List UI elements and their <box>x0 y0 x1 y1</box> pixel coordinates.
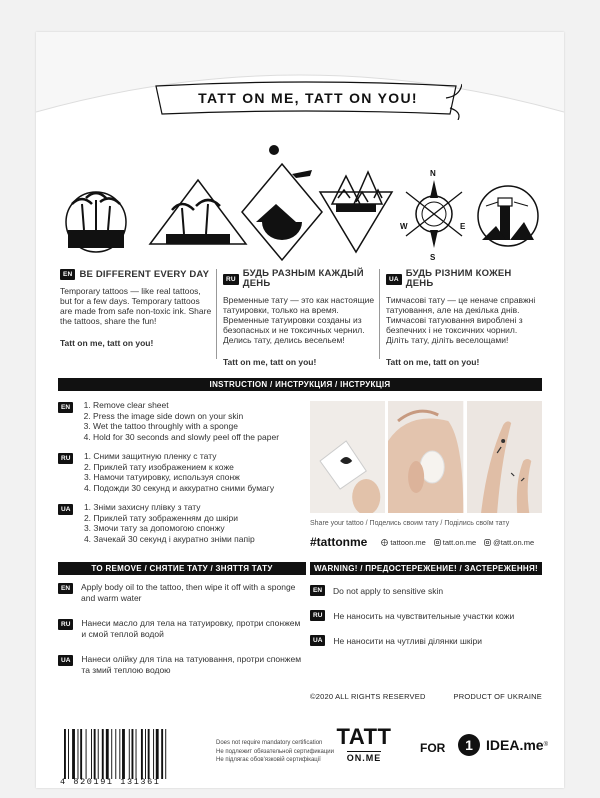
instruction-ua <box>58 502 308 544</box>
remove-ua: UA Нанеси олійку для тіла на татуювання, протри спонжем та змий теплою водою <box>58 654 306 676</box>
instruction-step: 2. Приклей тату изображением к коже <box>93 462 274 473</box>
banner-title: TATT ON ME, TATT ON YOU! <box>198 90 418 106</box>
svg-text:E: E <box>460 222 466 231</box>
lang-tag: RU <box>58 453 73 464</box>
remove-en: EN Apply body oil to the tattoo, then wipe it off with a sponge and warm water <box>58 582 306 604</box>
warning-ru: RU Не наносить на чувствительные участки кожи <box>310 610 542 621</box>
intro-title: BE DIFFERENT EVERY DAY <box>79 268 210 280</box>
tatt-on-me-logo: TATT ON.ME <box>336 724 392 763</box>
instruction-step: 2. Приклей тату зображенням до шкіри <box>93 513 254 524</box>
origin: PRODUCT OF UKRAINE <box>453 692 542 701</box>
compass-icon <box>400 169 466 262</box>
instruction-step: 3. Wet the tattoo throughly with a sponge <box>93 421 279 432</box>
for-label: FOR <box>420 741 446 755</box>
rights-row <box>310 692 542 701</box>
instagram-icon <box>484 539 491 546</box>
svg-text:S: S <box>430 253 436 262</box>
lang-tag: EN <box>58 402 73 413</box>
product-card <box>36 32 564 788</box>
mountain-plane-icon <box>242 145 322 260</box>
remove-bar: TO REMOVE / СНЯТИЕ ТАТУ / ЗНЯТТЯ ТАТУ <box>58 562 306 575</box>
instruction-step: 4. Подожди 30 секунд и аккуратно сними бумагу <box>93 483 274 494</box>
forest-mountain-icon <box>320 172 392 252</box>
instruction-step: 1. Зніми захисну плівку з тату <box>93 502 254 513</box>
barcode <box>60 729 210 789</box>
lang-tag: RU <box>310 610 325 621</box>
instruction-step: 3. Намочи татуировку, используя спонж <box>93 472 274 483</box>
intro-motto: Tatt on me, tatt on you! <box>386 357 480 367</box>
lang-tag: RU <box>223 274 239 285</box>
globe-icon <box>381 539 388 546</box>
svg-text:W: W <box>400 222 408 231</box>
instruction-en <box>58 400 308 442</box>
idea-me-logo: 1 IDEA.me ® <box>458 734 548 756</box>
photo-shoulder <box>388 401 463 513</box>
lang-tag: RU <box>58 619 73 630</box>
intro-body: Temporary tattoos — like real tattoos, but for a few days. Temporary tattoos are made from safe non-toxic ink. Share the tattoos, share the fun! <box>60 286 212 326</box>
photo-apply-tattoo <box>310 401 385 513</box>
instagram-icon <box>434 539 441 546</box>
tattoo-icons-row <box>56 142 544 277</box>
intro-column-ua <box>379 268 542 367</box>
instruction-list <box>58 400 308 553</box>
certification-note: Does not require mandatory certification Не подлежит обязательной сертификации Не підлягає обов'язковій сертифікації <box>216 740 334 763</box>
lang-tag: EN <box>58 583 73 594</box>
social-instagram[interactable]: tatt.on.me <box>434 538 476 547</box>
social-row <box>310 535 542 549</box>
instruction-step: 2. Press the image side down on your skin <box>93 411 279 422</box>
remove-ru: RU Нанеси масло для тела на татуировку, протри спонжем и смой теплой водой <box>58 618 306 640</box>
intro-motto: Tatt on me, tatt on you! <box>223 357 317 367</box>
instruction-step: 3. Змочи тату за допомогою спонжу <box>93 523 254 534</box>
hashtag: #tattonme <box>310 535 368 549</box>
intro-column-en <box>58 269 216 359</box>
instruction-step: 1. Сними защитную пленку с тату <box>93 451 274 462</box>
social-instagram-2[interactable]: @tatt.on.me <box>484 538 534 547</box>
instruction-step: 4. Hold for 30 seconds and slowly peel off the paper <box>93 432 279 443</box>
instruction-ru <box>58 451 308 493</box>
lighthouse-icon <box>478 186 538 246</box>
instruction-step: 1. Remove clear sheet <box>93 400 279 411</box>
remove-list <box>58 582 306 690</box>
intro-title: БУДЬ РІЗНИМ КОЖЕН ДЕНЬ <box>405 268 512 289</box>
intro-body: Тимчасові тату — це неначе справжні татуювання, але на декілька днів. Тимчасові татуювання вироблені з безпечних і не токсичних чорнил. Діліть тату, діліть веселощами! <box>386 295 536 345</box>
lang-tag: UA <box>386 274 402 285</box>
palm-triangle-icon <box>150 180 246 244</box>
intro-body: Временные тату — это как настоящие татуировки, только на время. Временные татуировки созданы из безопасных и не токсичных чернил. Делись тату, делись весельем! <box>223 295 375 345</box>
share-note: Share your tattoo / Поделись своим тату / Поділись своїм тату <box>310 520 510 527</box>
lang-tag: EN <box>310 585 325 596</box>
intro-column-ru <box>216 268 379 367</box>
warning-list <box>310 585 542 660</box>
warning-ua: UA Не наносити на чутливі ділянки шкіри <box>310 635 542 646</box>
photo-arms <box>467 401 542 513</box>
barcode-digits: 4 820191 131361 <box>60 777 161 787</box>
intro-columns <box>58 268 542 367</box>
intro-motto: Tatt on me, tatt on you! <box>60 338 154 348</box>
instruction-bar: INSTRUCTION / ИНСТРУКЦИЯ / ІНСТРУКЦІЯ <box>58 378 542 391</box>
copyright: ©2020 ALL RIGHTS RESERVED <box>310 692 426 701</box>
lang-tag: EN <box>60 269 75 280</box>
intro-title: БУДЬ РАЗНЫМ КАЖДЫЙ ДЕНЬ <box>242 268 364 289</box>
lang-tag: UA <box>310 635 325 646</box>
photo-strip <box>310 401 542 513</box>
warning-en: EN Do not apply to sensitive skin <box>310 585 542 596</box>
lang-tag: UA <box>58 655 73 666</box>
instruction-step: 4. Зачекай 30 секунд і акуратно зніми папір <box>93 534 254 545</box>
social-website[interactable]: tattoon.me <box>381 538 425 547</box>
lang-tag: UA <box>58 504 73 515</box>
svg-text:N: N <box>430 169 436 178</box>
palm-island-icon <box>66 192 126 252</box>
warning-bar: WARNING! / ПРЕДОСТЕРЕЖЕНИЕ! / ЗАСТЕРЕЖЕННЯ! <box>310 562 542 575</box>
